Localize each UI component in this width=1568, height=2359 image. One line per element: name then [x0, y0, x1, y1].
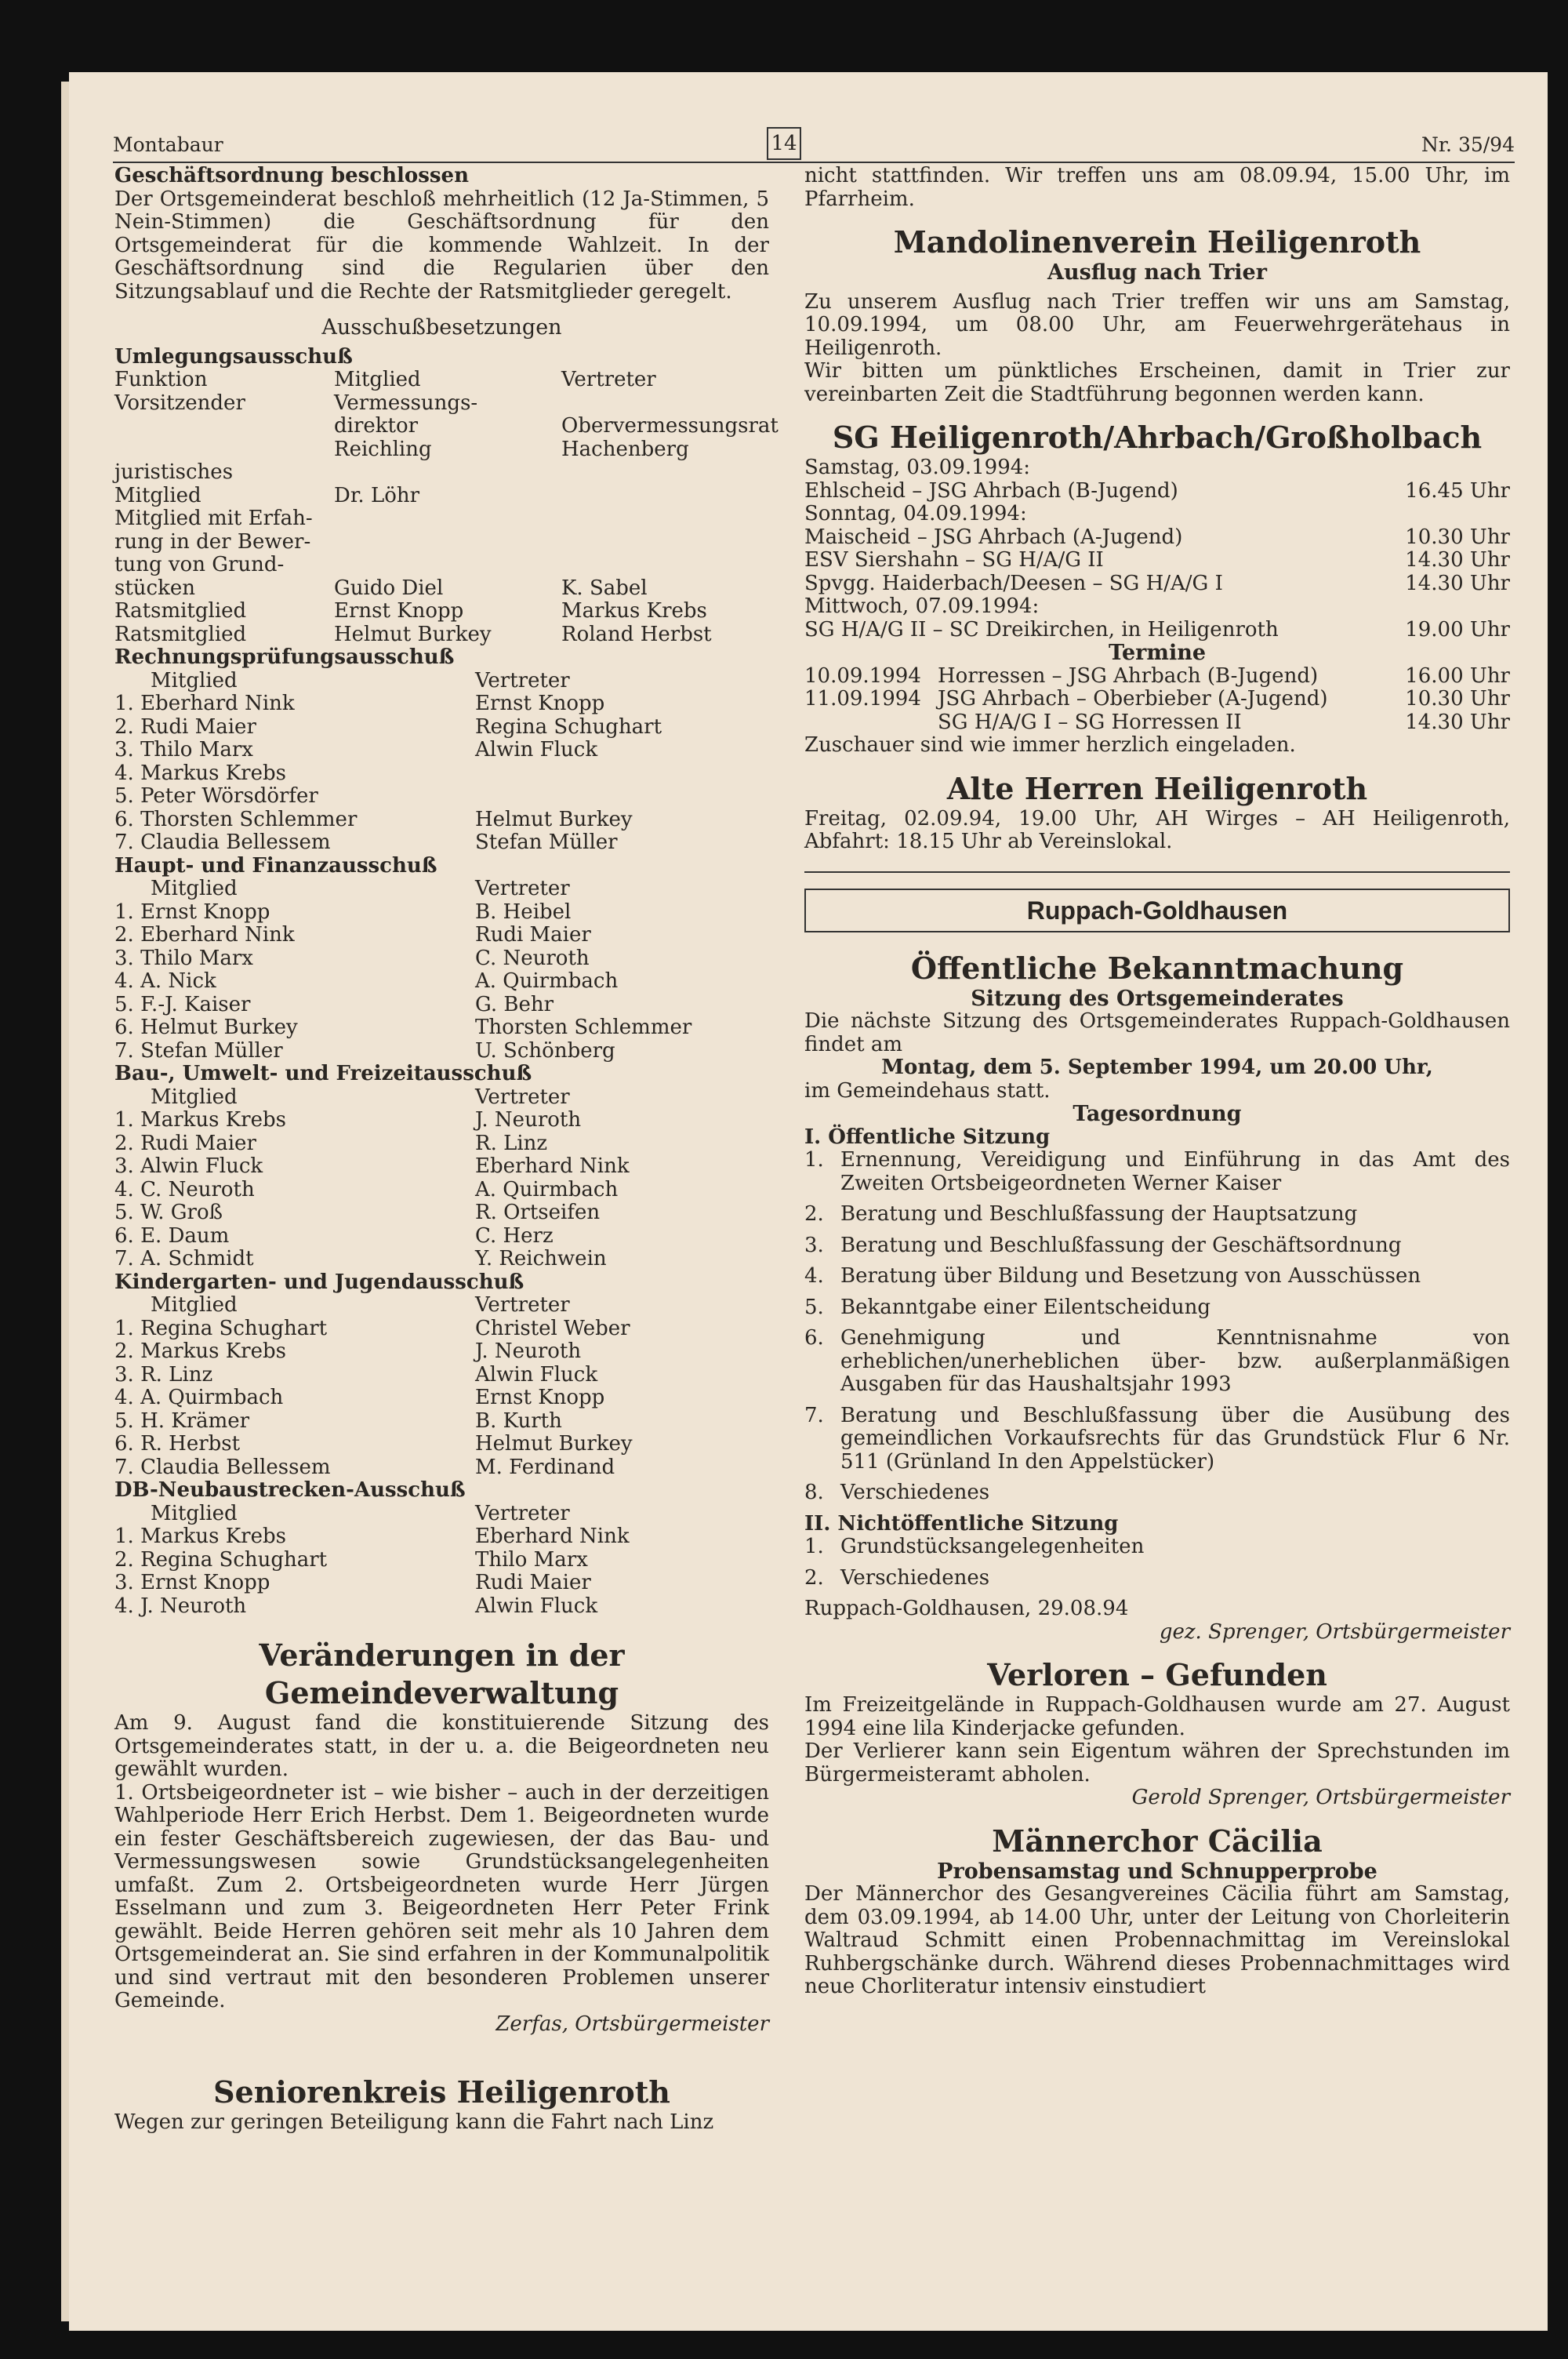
- ruppach-intro: Die nächste Sitzung des Ortsgemeinderates Ruppach-Goldhausen findet am: [804, 1009, 1510, 1056]
- committee-deputy: M. Ferdinand: [475, 1455, 615, 1479]
- veraenderungen-p2: 1. Ortsbeigeordneter ist – wie bisher – auch in der derzeitigen Wahlperiode Herr Erich Herbst. Dem 1. Beigeordneten wurde ein fester Geschäftsbereich zugewiesen, der das Bau- und Vermessungswesen sowie Grundstücksangelegenheiten umfaßt. Zum 2. Ortsbeigeordneten wurde Herr Jürgen Esselmann und zum 3. Beigeordneten Herr Peter Frink gewählt. Beide Herren gehören seit mehr als 10 Jahren dem Ortsgemeinderat an. Sie sind erfahren in der Kommunalpolitik und sind vertraut mit den besonderen Problemen unserer Gemeinde.: [114, 1780, 769, 2012]
- committee-member: 6. E. Daum: [114, 1223, 230, 1248]
- committee-header: [114, 878, 769, 901]
- committee-row: [114, 1595, 769, 1619]
- umlegung-cell: [554, 531, 769, 554]
- agenda-item: [804, 1296, 1510, 1320]
- agenda-number: 1.: [804, 1148, 824, 1172]
- committee-head-member: Mitglied: [151, 1293, 238, 1317]
- committee-row: [114, 1132, 769, 1156]
- ruppach-date: Montag, dem 5. September 1994, um 20.00 Uhr,: [881, 1056, 1433, 1079]
- committee-member: 6. Helmut Burkey: [114, 1016, 298, 1039]
- umlegung-cell: [554, 392, 769, 416]
- agenda-number: 7.: [804, 1403, 824, 1427]
- sg-match: Spvgg. Haiderbach/Deesen – SG H/A/G I: [804, 571, 1223, 595]
- committee-row: [114, 1109, 769, 1132]
- committee-title: Kindergarten- und Jugendausschuß: [114, 1270, 524, 1294]
- mandolinen-p2: Wir bitten um pünktliches Erscheinen, damit in Trier zur vereinbarten Zeit die Stadtführung begonnen werden kann.: [804, 359, 1510, 406]
- committee-deputy: Y. Reichwein: [475, 1247, 607, 1270]
- altherren-text: Freitag, 02.09.94, 19.00 Uhr, AH Wirges – AH Heiligenroth, Abfahrt: 18.15 Uhr ab Vereinslokal.: [804, 806, 1510, 853]
- umlegung-cell: tung von Grund-: [114, 553, 285, 576]
- maennerchor-text: Der Männerchor des Gesangvereines Cäcilia führt am Samstag, dem 03.09.1994, ab 14.00 Uhr, unter der Leitung von Chorleiterin Waltraud Schmitt einen Probennachmittag im Vereinslokal Ruhbergschänke durch. Während dieses Probennachmittages wird neue Chorliteratur intensiv einstudiert: [804, 1882, 1510, 1998]
- committee-member: 4. A. Nick: [114, 969, 216, 993]
- ruppach-agenda-title: Tagesordnung: [1073, 1102, 1242, 1126]
- sg-termine-time: 14.30 Uhr: [1405, 710, 1510, 734]
- committee-member: 5. H. Krämer: [114, 1408, 250, 1433]
- committee-deputy: Ernst Knopp: [475, 1386, 605, 1409]
- umlegung-cell: juristisches: [114, 460, 234, 484]
- committee-member: 7. A. Schmidt: [114, 1247, 254, 1270]
- umlegung-cell: Mitglied mit Erfah-: [114, 507, 313, 530]
- committee-head-member: Mitglied: [151, 1501, 238, 1525]
- committee-deputy: R. Ortseifen: [475, 1201, 601, 1224]
- committee-deputy: B. Heibel: [475, 900, 572, 924]
- umlegung-header: Vertreter: [561, 368, 656, 391]
- umlegung-table: [114, 369, 769, 392]
- committee-member: 3. Alwin Fluck: [114, 1154, 263, 1178]
- committee-title: Bau-, Umwelt- und Freizeitausschuß: [114, 1062, 532, 1085]
- maennerchor-title: Männerchor Cäcilia: [992, 1823, 1323, 1859]
- committee-title: DB-Neubaustrecken-Ausschuß: [114, 1478, 466, 1502]
- header-town: Montabaur: [113, 133, 223, 156]
- committee-deputy: B. Kurth: [475, 1408, 562, 1433]
- committee-deputy: Stefan Müller: [475, 831, 618, 854]
- committee-deputy: A. Quirmbach: [475, 1177, 619, 1201]
- agenda-item: [804, 1567, 1510, 1590]
- committee-deputy: Alwin Fluck: [475, 1362, 598, 1387]
- umlegung-rows: [114, 391, 779, 647]
- committee-member: 2. Rudi Maier: [114, 714, 256, 739]
- umlegung-row: [114, 600, 769, 623]
- verloren-p1: Im Freizeitgelände in Ruppach-Goldhausen wurde am 27. August 1994 eine lila Kinderjacke gefunden.: [804, 1693, 1510, 1740]
- header-page-number: 14: [767, 127, 801, 160]
- committee-head-member: Mitglied: [151, 668, 238, 692]
- committee-deputy: Alwin Fluck: [475, 1594, 598, 1618]
- committee-title: Haupt- und Finanzausschuß: [114, 853, 437, 878]
- umlegung-cell: stücken: [114, 576, 195, 600]
- committee-row: [114, 809, 769, 832]
- umlegung-cell: [334, 507, 554, 531]
- umlegung-cell: [554, 485, 769, 508]
- veraenderungen-signature: Zerfas, Ortsbürgermeister: [495, 2012, 769, 2036]
- umlegung-cell: Mitglied: [114, 483, 201, 507]
- umlegung-row: [114, 461, 769, 485]
- committee-member: 6. R. Herbst: [114, 1432, 241, 1456]
- committee-row: [114, 785, 769, 809]
- committee-member: 2. Eberhard Nink: [114, 923, 295, 947]
- umlegung-cell: Ernst Knopp: [334, 599, 464, 623]
- sg-time: 10.30 Uhr: [1405, 525, 1510, 549]
- verloren-title: Verloren – Gefunden: [987, 1657, 1327, 1692]
- umlegung-cell: [114, 438, 334, 462]
- ruppach-public-title: I. Öffentliche Sitzung: [804, 1125, 1051, 1149]
- committee-row: [114, 1155, 769, 1179]
- committee-member: 2. Rudi Maier: [114, 1131, 256, 1155]
- agenda-item: [804, 1265, 1510, 1289]
- committee-member: 7. Stefan Müller: [114, 1038, 283, 1063]
- umlegung-cell: Dr. Löhr: [334, 483, 420, 507]
- umlegung-cell: Guido Diel: [334, 576, 444, 600]
- umlegung-cell: rung in der Bewer-: [114, 529, 311, 554]
- committee-row: [114, 1433, 769, 1456]
- committee-row: [114, 739, 769, 762]
- agenda-item: [804, 1327, 1510, 1397]
- committee-deputy: Thilo Marx: [475, 1547, 588, 1572]
- umlegung-cell: [334, 554, 554, 577]
- maennerchor-subtitle: Probensamstag und Schnupperprobe: [937, 1859, 1377, 1884]
- agenda-item: [804, 1149, 1510, 1195]
- committee-member: 4. C. Neuroth: [114, 1177, 255, 1201]
- mandolinen-title: Mandolinenverein Heiligenroth: [893, 224, 1421, 260]
- agenda-number: 4.: [804, 1264, 824, 1288]
- committee-header: [114, 670, 769, 693]
- sg-schedule-row: [804, 456, 1510, 480]
- committee-head-member: Mitglied: [151, 877, 238, 900]
- header-issue: Nr. 35/94: [1421, 133, 1515, 156]
- altherren-title: Alte Herren Heiligenroth: [946, 770, 1368, 806]
- umlegung-cell: K. Sabel: [561, 576, 648, 600]
- seniorenkreis-text-continued: nicht stattfinden. Wir treffen uns am 08.09.94, 15.00 Uhr, im Pfarrheim.: [804, 164, 1510, 211]
- sg-termine-time: 16.00 Uhr: [1405, 663, 1510, 688]
- committee-row: [114, 970, 769, 994]
- committee-row: [114, 1410, 769, 1434]
- agenda-number: 2.: [804, 1202, 824, 1226]
- committee-member: 3. Thilo Marx: [114, 738, 253, 761]
- umlegung-cell: Hachenberg: [561, 437, 689, 461]
- mandolinen-p1: Zu unserem Ausflug nach Trier treffen wir uns am Samstag, 10.09.1994, um 08.00 Uhr, am Feuerwehrgerätehaus in Heiligenroth.: [804, 289, 1510, 360]
- sg-time: 16.45 Uhr: [1405, 478, 1510, 503]
- sg-termine-title: Termine: [1108, 641, 1207, 665]
- sg-schedule-row: [804, 572, 1510, 596]
- seniorenkreis-text: Wegen zur geringen Beteiligung kann die Fahrt nach Linz: [114, 2110, 714, 2134]
- sg-schedule-row: [804, 526, 1510, 550]
- committee-head-deputy: Vertreter: [475, 1501, 570, 1525]
- committee-deputy: C. Neuroth: [475, 946, 590, 970]
- left-column: [114, 164, 779, 2135]
- sg-schedule: [804, 456, 1510, 642]
- agenda-text: Bekanntgabe einer Eilentscheidung: [840, 1295, 1210, 1319]
- committee-deputy: J. Neuroth: [475, 1108, 582, 1132]
- committee-head-member: Mitglied: [151, 1085, 238, 1109]
- committee-row: [114, 1364, 769, 1387]
- ruppach-private-title: II. Nichtöffentliche Sitzung: [804, 1511, 1119, 1536]
- agenda-text: Beratung und Beschlußfassung der Geschäftsordnung: [840, 1233, 1402, 1257]
- committee-deputy: Thorsten Schlemmer: [475, 1016, 692, 1039]
- seniorenkreis-title: Seniorenkreis Heiligenroth: [213, 2074, 670, 2110]
- sg-termine-date: [804, 711, 938, 735]
- umlegung-cell: [334, 531, 554, 554]
- committee-title: Rechnungsprüfungsausschuß: [114, 645, 455, 669]
- committee-deputy: Ernst Knopp: [475, 692, 605, 715]
- sg-time: [1392, 503, 1510, 526]
- sg-termine-match: SG H/A/G I – SG Horressen II: [938, 710, 1242, 734]
- committee-row: [114, 994, 769, 1017]
- sg-termine-match: JSG Ahrbach – Oberbieber (A-Jugend): [938, 687, 1328, 711]
- umlegung-row: [114, 623, 769, 647]
- committee-row: [114, 831, 769, 855]
- committee-deputy: G. Behr: [475, 992, 554, 1016]
- committee-deputy: [475, 785, 769, 809]
- committee-row: [114, 762, 769, 786]
- committee-member: 5. F.-J. Kaiser: [114, 992, 251, 1016]
- geschaeftsordnung-text: Der Ortsgemeinderat beschloß mehrheitlich (12 Ja-Stimmen, 5 Nein-Stimmen) die Geschäftsordnung für den Ortsgemeinderat für die kommende Wahlzeit. In der Geschäftsordnung sind die Regularien über den Sitzungsablauf und die Rechte der Ratsmitglieder geregelt.: [114, 187, 769, 304]
- committee-member: 2. Markus Krebs: [114, 1339, 286, 1363]
- agenda-item: [804, 1536, 1510, 1559]
- sg-termine-row: [804, 711, 1510, 735]
- agenda-item: [804, 1203, 1510, 1227]
- committee-row: [114, 692, 769, 716]
- committee-member: 2. Regina Schughart: [114, 1547, 328, 1572]
- agenda-text: Genehmigung und Kenntnisnahme von erheblichen/unerheblichen über- bzw. außerplanmäßigen Ausgaben für das Haushaltsjahr 1993: [840, 1326, 1510, 1396]
- committee-member: 3. Thilo Marx: [114, 946, 253, 970]
- committee-deputy: Helmut Burkey: [475, 1432, 633, 1456]
- sg-title: SG Heiligenroth/Ahrbach/Großholbach: [832, 420, 1483, 455]
- sg-termine-time: 10.30 Uhr: [1405, 687, 1510, 711]
- ruppach-public-list: [804, 1149, 1510, 1505]
- sg-time: 14.30 Uhr: [1405, 548, 1510, 572]
- umlegung-cell: [114, 415, 334, 438]
- sg-termine-date: 11.09.1994: [804, 687, 921, 711]
- umlegung-cell: Ratsmitglied: [114, 622, 247, 646]
- sg-footer: Zuschauer sind wie immer herzlich eingeladen.: [804, 733, 1296, 757]
- agenda-text: Verschiedenes: [840, 1565, 990, 1590]
- ruppach-subtitle: Sitzung des Ortsgemeinderates: [971, 986, 1344, 1011]
- committee-row: [114, 1248, 769, 1271]
- committee-header: [114, 1503, 769, 1526]
- section-rule: [804, 871, 1510, 873]
- agenda-text: Beratung über Bildung und Besetzung von Ausschüssen: [840, 1264, 1421, 1288]
- committee-member: 5. W. Groß: [114, 1201, 223, 1224]
- umlegung-row: [114, 438, 769, 462]
- umlegung-cell: [554, 507, 769, 531]
- committee-head-deputy: Vertreter: [475, 877, 570, 900]
- agenda-text: Grundstücksangelegenheiten: [840, 1535, 1145, 1558]
- committee-deputy: C. Herz: [475, 1223, 554, 1248]
- ruppach-place: im Gemeindehaus statt.: [804, 1078, 1051, 1103]
- committee-head-deputy: Vertreter: [475, 1085, 570, 1109]
- veraenderungen-p1: Am 9. August fand die konstituierende Sitzung des Ortsgemeinderates statt, in der u. a. die Beigeordneten neu gewählt wurden.: [114, 1711, 769, 1781]
- committee-head-deputy: Vertreter: [475, 668, 570, 692]
- sg-termine-row: [804, 665, 1510, 689]
- committee-deputy: Rudi Maier: [475, 1571, 591, 1594]
- committee-member: 1. Markus Krebs: [114, 1108, 286, 1132]
- committee-row: [114, 716, 769, 740]
- committee-row: [114, 947, 769, 971]
- umlegung-cell: [554, 461, 769, 485]
- umlegung-header: Funktion: [114, 368, 208, 391]
- agenda-number: 3.: [804, 1233, 824, 1257]
- geschaeftsordnung-title: Geschäftsordnung beschlossen: [114, 164, 469, 187]
- committee-head-deputy: Vertreter: [475, 1293, 570, 1317]
- ruppach-signature: gez. Sprenger, Ortsbürgermeister: [1159, 1619, 1510, 1644]
- agenda-item: [804, 1405, 1510, 1474]
- agenda-text: Beratung und Beschlußfassung der Hauptsatzung: [840, 1202, 1358, 1226]
- sg-schedule-row: [804, 549, 1510, 572]
- committee-deputy: Rudi Maier: [475, 923, 591, 947]
- committee-deputy: Eberhard Nink: [475, 1525, 630, 1548]
- newspaper-page: [69, 72, 1548, 2331]
- committee-deputy: [475, 762, 769, 786]
- committee-member: 6. Thorsten Schlemmer: [114, 807, 358, 831]
- umlegung-cell: [334, 461, 554, 485]
- committee-member: 7. Claudia Bellessem: [114, 1455, 331, 1479]
- committee-row: [114, 1525, 769, 1549]
- agenda-item: [804, 1481, 1510, 1505]
- sg-match: Samstag, 03.09.1994:: [804, 456, 1031, 479]
- sg-match: Maischeid – JSG Ahrbach (A-Jugend): [804, 525, 1183, 549]
- umlegung-cell: Obervermessungsrat: [561, 414, 779, 438]
- committee-deputy: R. Linz: [475, 1131, 548, 1155]
- umlegung-title: Umlegungsausschuß: [114, 344, 353, 369]
- ausschuss-title: Ausschußbesetzungen: [321, 315, 562, 340]
- verloren-signature: Gerold Sprenger, Ortsbürgermeister: [1131, 1786, 1510, 1809]
- agenda-item: [804, 1234, 1510, 1258]
- sg-match: Sonntag, 04.09.1994:: [804, 502, 1027, 525]
- committee-row: [114, 1040, 769, 1063]
- sg-match: Ehlscheid – JSG Ahrbach (B-Jugend): [804, 478, 1178, 503]
- committee-member: 3. Ernst Knopp: [114, 1571, 270, 1594]
- agenda-number: 2.: [804, 1565, 824, 1590]
- committee-row: [114, 1456, 769, 1480]
- committee-row: [114, 1387, 769, 1410]
- committee-row: [114, 1572, 769, 1595]
- committee-header: [114, 1294, 769, 1318]
- committee-deputy: A. Quirmbach: [475, 969, 619, 993]
- umlegung-cell: direktor: [334, 414, 419, 438]
- agenda-number: 5.: [804, 1295, 824, 1319]
- committee-deputy: Alwin Fluck: [475, 738, 598, 761]
- ruppach-title: Öffentliche Bekanntmachung: [910, 950, 1404, 986]
- umlegung-cell: Helmut Burkey: [334, 622, 492, 646]
- ruppach-section-header: Ruppach-Goldhausen: [804, 889, 1510, 932]
- umlegung-cell: Roland Herbst: [561, 622, 712, 646]
- committees: [114, 646, 769, 1618]
- veraenderungen-title: Veränderungen in der Gemeindeverwaltung: [259, 1637, 625, 1710]
- committee-deputy: Helmut Burkey: [475, 807, 633, 831]
- committee-member: 1. Regina Schughart: [114, 1316, 328, 1340]
- committee-row: [114, 901, 769, 925]
- sg-termine-row: [804, 688, 1510, 711]
- sg-time: [1392, 595, 1510, 619]
- umlegung-cell: [554, 554, 769, 577]
- sg-termine: [804, 665, 1510, 735]
- committee-member: 1. Markus Krebs: [114, 1525, 286, 1548]
- committee-row: [114, 1318, 769, 1341]
- umlegung-row: [114, 531, 769, 554]
- sg-schedule-row: [804, 595, 1510, 619]
- committee-member: 4. J. Neuroth: [114, 1594, 247, 1618]
- sg-time: [1392, 456, 1510, 480]
- umlegung-cell: Reichling: [334, 437, 432, 461]
- committee-header: [114, 1086, 769, 1110]
- agenda-text: Ernennung, Vereidigung und Einführung in das Amt des Zweiten Ortsbeigeordneten Werner Kaiser: [840, 1148, 1510, 1195]
- sg-termine-date: 10.09.1994: [804, 663, 921, 688]
- umlegung-cell: Vorsitzender: [114, 391, 245, 415]
- sg-schedule-row: [804, 503, 1510, 526]
- sg-termine-match: Horressen – JSG Ahrbach (B-Jugend): [938, 663, 1319, 688]
- committee-deputy: Christel Weber: [475, 1316, 630, 1340]
- committee-member: 1. Eberhard Nink: [114, 692, 295, 715]
- header-rule: [113, 162, 1515, 163]
- umlegung-cell: Ratsmitglied: [114, 599, 247, 623]
- committee-deputy: Eberhard Nink: [475, 1154, 630, 1178]
- sg-schedule-row: [804, 480, 1510, 503]
- committee-deputy: Regina Schughart: [475, 714, 662, 739]
- committee-member: 7. Claudia Bellessem: [114, 831, 331, 854]
- sg-match: Mittwoch, 07.09.1994:: [804, 594, 1040, 618]
- sg-match: ESV Siershahn – SG H/A/G II: [804, 548, 1104, 572]
- committee-row: [114, 1340, 769, 1364]
- sg-schedule-row: [804, 619, 1510, 642]
- agenda-text: Beratung und Beschlußfassung über die Ausübung des gemeindlichen Vorkaufsrechts für das Grundstück Flur 6 Nr. 511 (Grünland In den Appelstücker): [840, 1403, 1510, 1474]
- committee-row: [114, 1201, 769, 1225]
- committee-row: [114, 1016, 769, 1040]
- umlegung-cell: Vermessungs-: [334, 391, 478, 415]
- mandolinen-subtitle: Ausflug nach Trier: [1047, 260, 1267, 285]
- umlegung-row: [114, 554, 769, 577]
- verloren-p2: Der Verlierer kann sein Eigentum währen der Sprechstunden im Bürgermeisteramt abholen.: [804, 1739, 1510, 1787]
- committee-row: [114, 1225, 769, 1249]
- sg-time: 14.30 Uhr: [1405, 571, 1510, 595]
- agenda-text: Verschiedenes: [840, 1481, 990, 1504]
- committee-row: [114, 1549, 769, 1572]
- committee-member: 4. A. Quirmbach: [114, 1386, 284, 1409]
- umlegung-row: [114, 392, 769, 416]
- committee-member: 3. R. Linz: [114, 1362, 213, 1387]
- ruppach-dateline: Ruppach-Goldhausen, 29.08.94: [804, 1597, 1129, 1620]
- ruppach-private-list: [804, 1536, 1510, 1590]
- committee-member: 1. Ernst Knopp: [114, 900, 270, 924]
- umlegung-header: Mitglied: [334, 368, 421, 391]
- page-edge: [61, 82, 69, 2321]
- umlegung-row: [114, 414, 779, 438]
- sg-match: SG H/A/G II – SC Dreikirchen, in Heiligenroth: [804, 617, 1279, 642]
- umlegung-row: [114, 485, 769, 508]
- agenda-number: 8.: [804, 1481, 824, 1504]
- umlegung-cell: Markus Krebs: [561, 599, 707, 623]
- sg-time: 19.00 Uhr: [1405, 617, 1510, 642]
- committee-row: [114, 924, 769, 947]
- umlegung-row: [114, 507, 769, 531]
- umlegung-row: [114, 577, 769, 601]
- right-column: [804, 165, 1510, 1999]
- committee-deputy: J. Neuroth: [475, 1339, 582, 1363]
- committee-row: [114, 1179, 769, 1202]
- committee-member: 5. Peter Wörsdörfer: [114, 784, 318, 808]
- committee-member: 4. Markus Krebs: [114, 761, 286, 785]
- committee-deputy: U. Schönberg: [475, 1038, 615, 1063]
- agenda-number: 1.: [804, 1535, 824, 1558]
- agenda-number: 6.: [804, 1326, 824, 1350]
